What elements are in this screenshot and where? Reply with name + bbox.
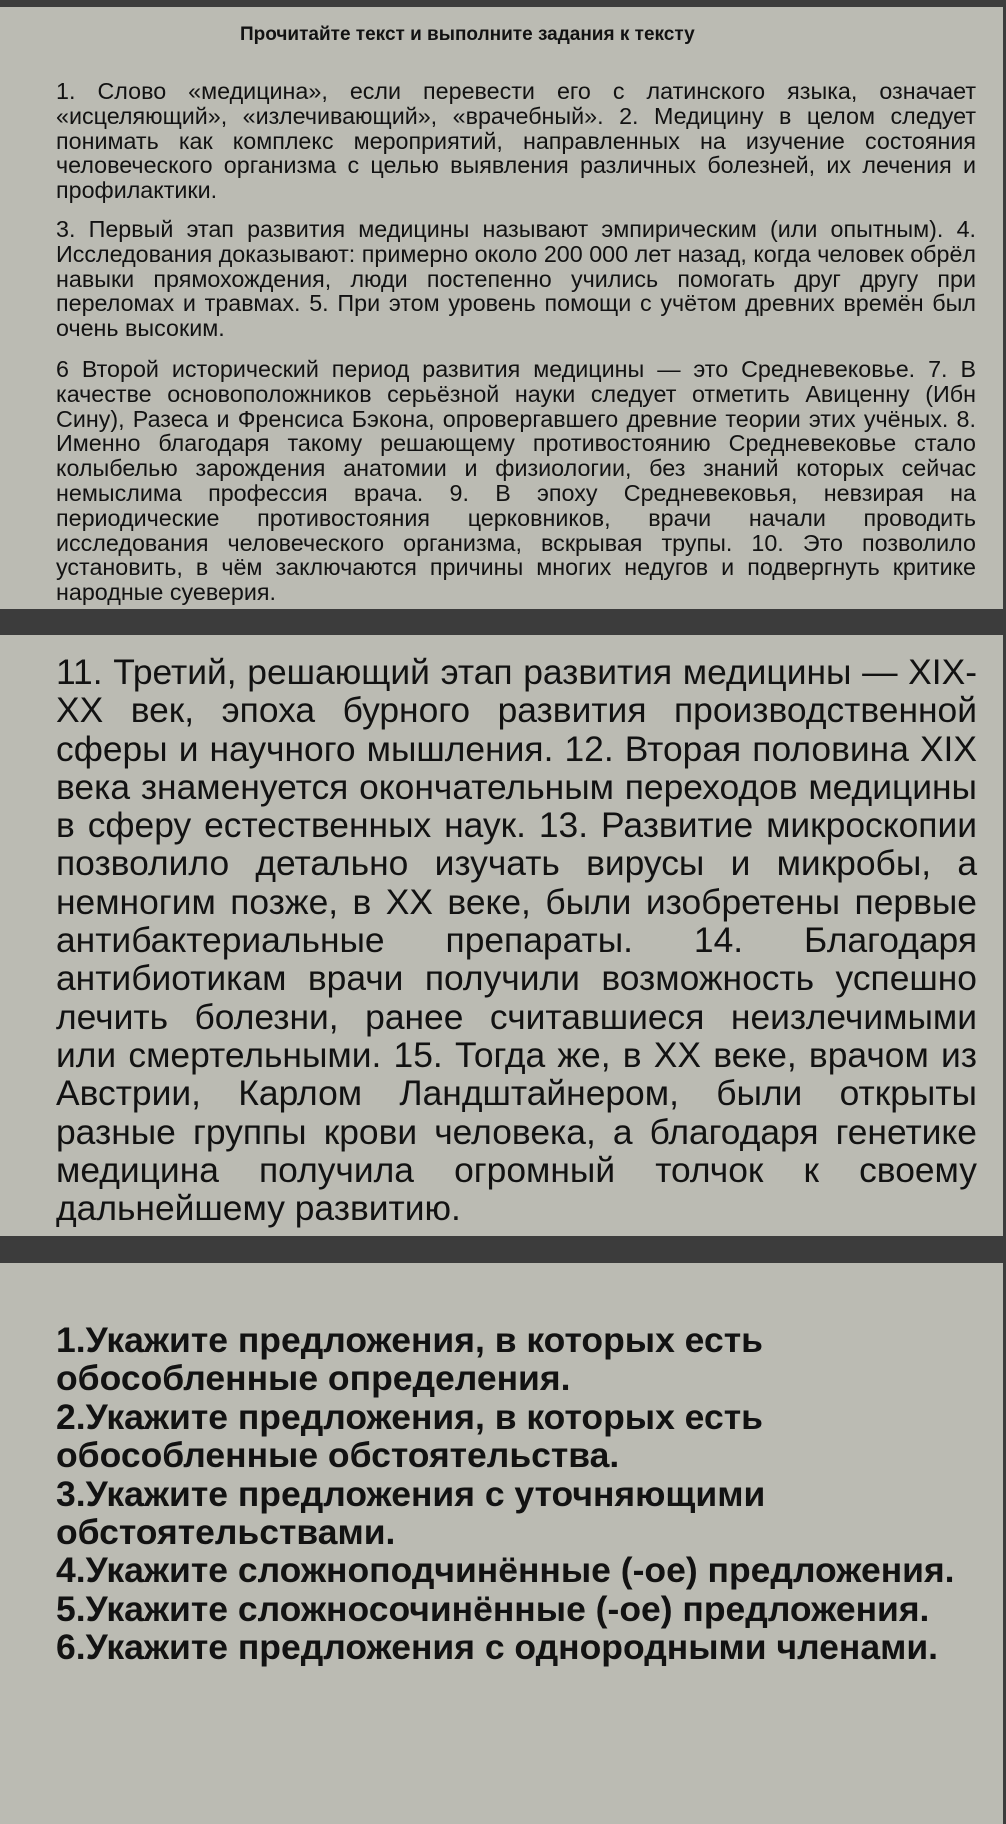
task-item: 2.Укажите предложения, в которых есть обособленные обстоятельства. — [56, 1396, 763, 1476]
paragraph-sentences-3-5: 3. Первый этап развития медицины называют эмпирическим (или опытным). 4. Исследования доказывают: примерно около 200 000 лет назад, когда человек обрёл навыки прямохождения, люди постепенно учились помогать друг другу при переломах и травмах. 5. При этом уровень помощи с учётом древних времён был очень высоким. — [56, 216, 976, 342]
paragraph-sentences-11-15: 11. Третий, решающий этап развития медицины — XIX-XX век, эпоха бурного развития производственной сферы и научного мышления. 12. Вторая половина XIX века знаменуется окончательным переходов медицины в сферу естественных наук. 13. Развитие микроскопии позволило детально изучать вирусы и микробы, а немногим позже, в XX веке, были изобретены первые антибактериальные препараты. 14. Благодаря антибиотикам врачи получили возможность успешно лечить болезни, ранее считавшиеся неизлечимыми или смертельными. 15. Тогда же, в XX веке, врачом из Австрии, Карлом Ландштайнером, были открыты разные группы крови человека, а благодаря генетике медицина получила огромный толчок к своему дальнейшему развитию. — [56, 652, 977, 1229]
tasks-page — [0, 1263, 1003, 1824]
paragraph-sentences-6-10: 6 Второй исторический период развития медицины — это Средневековье. 7. В качестве основоположников серьёзной науки следует отметить Авиценну (Ибн Сину), Разеса и Френсиса Бэкона, опровергавшего древние теории этих учёных. 8. Именно благодаря такому решающему противостоянию Средневековье стало колыбелью зарождения анатомии и физиологии, без знаний которых сейчас немыслима профессия врача. 9. В эпоху Средневековья, невзирая на периодические противостояния церковников, врачи начали проводить исследования человеческого организма, вскрывая трупы. 10. Это позволило установить, в чём заключаются причины многих недугов и подвергнуть критике народные суеверия. — [56, 356, 976, 606]
text-page-2 — [0, 635, 1003, 1236]
task-list — [56, 1321, 956, 1667]
task-item: 5.Укажите сложносочинённые (-ое) предложения. — [56, 1588, 930, 1629]
task-item: 3.Укажите предложения с уточняющими обстоятельствами. — [56, 1473, 766, 1553]
paragraph-sentences-1-2: 1. Слово «медицина», если перевести его с латинского языка, означает «исцеляющий», «излечивающий», «врачебный». 2. Медицину в целом следует понимать как комплекс мероприятий, направленных на изучение состояния человеческого организма с целью выявления различных болезней, их лечения и профилактики. — [56, 78, 976, 204]
page-title: Прочитайте текст и выполните задания к тексту — [240, 24, 695, 45]
text-page-1 — [0, 7, 1003, 609]
task-item: 6.Укажите предложения с однородными членами. — [56, 1627, 939, 1668]
task-item: 1.Укажите предложения, в которых есть обособленные определения. — [56, 1320, 763, 1399]
task-item: 4.Укажите сложноподчинённые (-ое) предложения. — [56, 1550, 955, 1591]
